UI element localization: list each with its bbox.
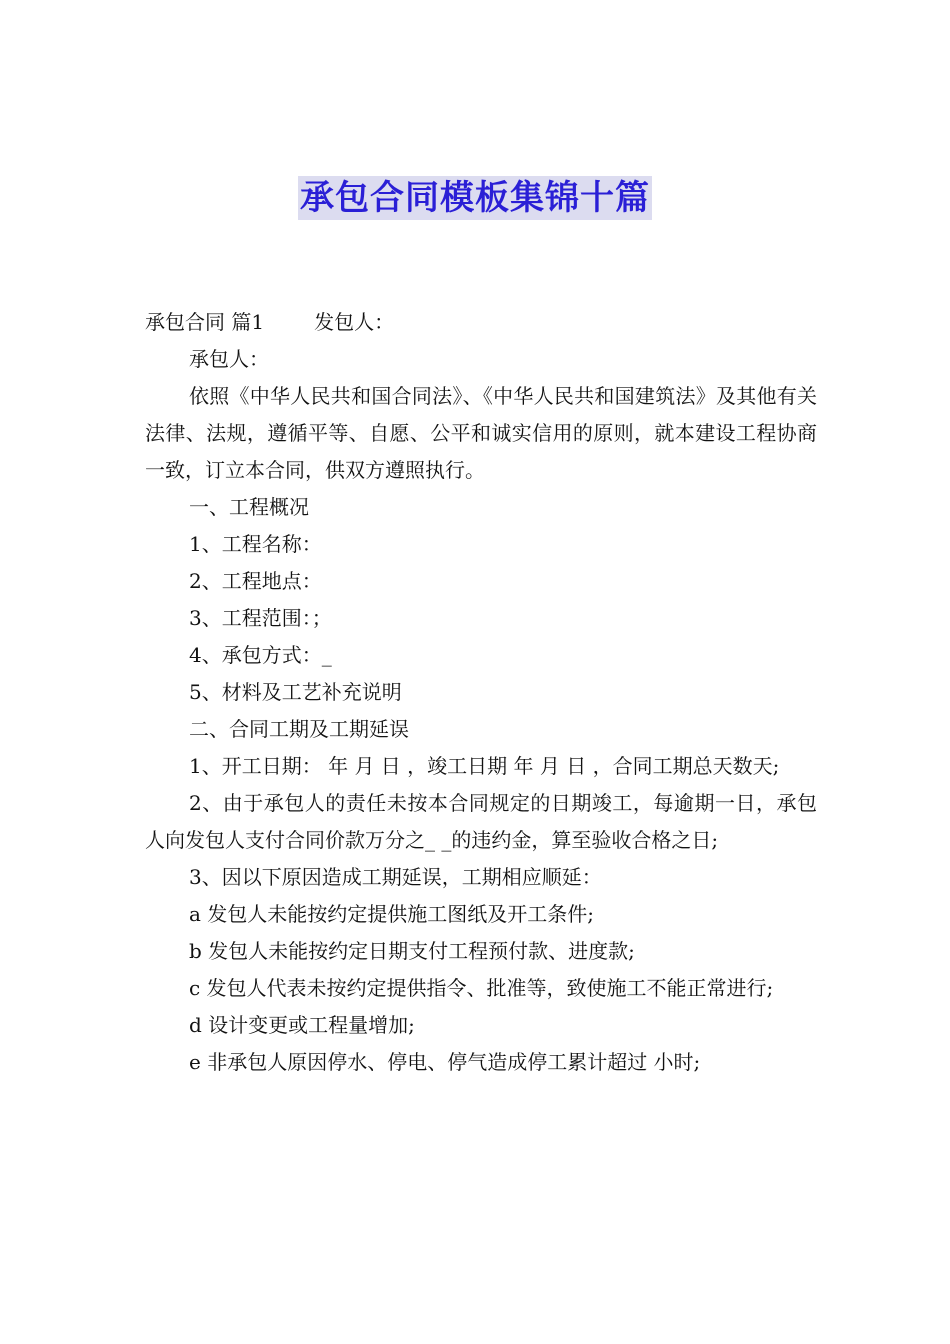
reason-item-d: d 设计变更或工程量增加; — [189, 1013, 415, 1037]
clause-start-date: 1、开工日期： 年 月 日 ，竣工日期 年 月 日 ，合同工期总天数天; — [189, 754, 780, 778]
section-heading-schedule: 二、合同工期及工期延误 — [189, 717, 409, 741]
document-body — [145, 304, 817, 1081]
clause-project-location: 2、工程地点： — [189, 569, 322, 593]
section-heading-overview: 一、工程概况 — [189, 495, 309, 519]
preamble-paragraph: 依照《中华人民共和国合同法》、《中华人民共和国建筑法》及其他有关法律、法规，遵循平等、自愿、公平和诚实信用的原则，就本建设工程协商一致，订立本合同，供双方遵照执行。 — [145, 384, 817, 482]
contract-section-label: 承包合同 篇1 — [145, 310, 265, 334]
clause-delay-reasons: 3、因以下原因造成工期延误，工期相应顺延： — [189, 865, 602, 889]
reason-item-a: a 发包人未能按约定提供施工图纸及开工条件; — [189, 902, 595, 926]
clause-project-scope: 3、工程范围：； — [189, 606, 332, 630]
contractor-label: 承包人： — [189, 347, 269, 371]
document-title: 承包合同模板集锦十篇 — [300, 178, 650, 218]
clause-project-name: 1、工程名称： — [189, 532, 322, 556]
reason-item-e: e 非承包人原因停水、停电、停气造成停工累计超过 小时; — [189, 1050, 701, 1074]
employer-label: 发包人： — [314, 310, 395, 334]
clause-delay-penalty: 2、由于承包人的责任未按本合同规定的日期竣工，每逾期一日，承包人向发包人支付合同价款万分之_ _的违约金，算至验收合格之日; — [145, 791, 817, 852]
title-container — [0, 176, 950, 220]
reason-item-c: c 发包人代表未按约定提供指令、批准等，致使施工不能正常进行; — [189, 976, 774, 1000]
reason-item-b: b 发包人未能按约定日期支付工程预付款、进度款; — [189, 939, 635, 963]
clause-contract-method: 4、承包方式：_ — [189, 643, 332, 667]
contract-heading-line — [145, 304, 817, 341]
clause-materials: 5、材料及工艺补充说明 — [189, 680, 402, 704]
